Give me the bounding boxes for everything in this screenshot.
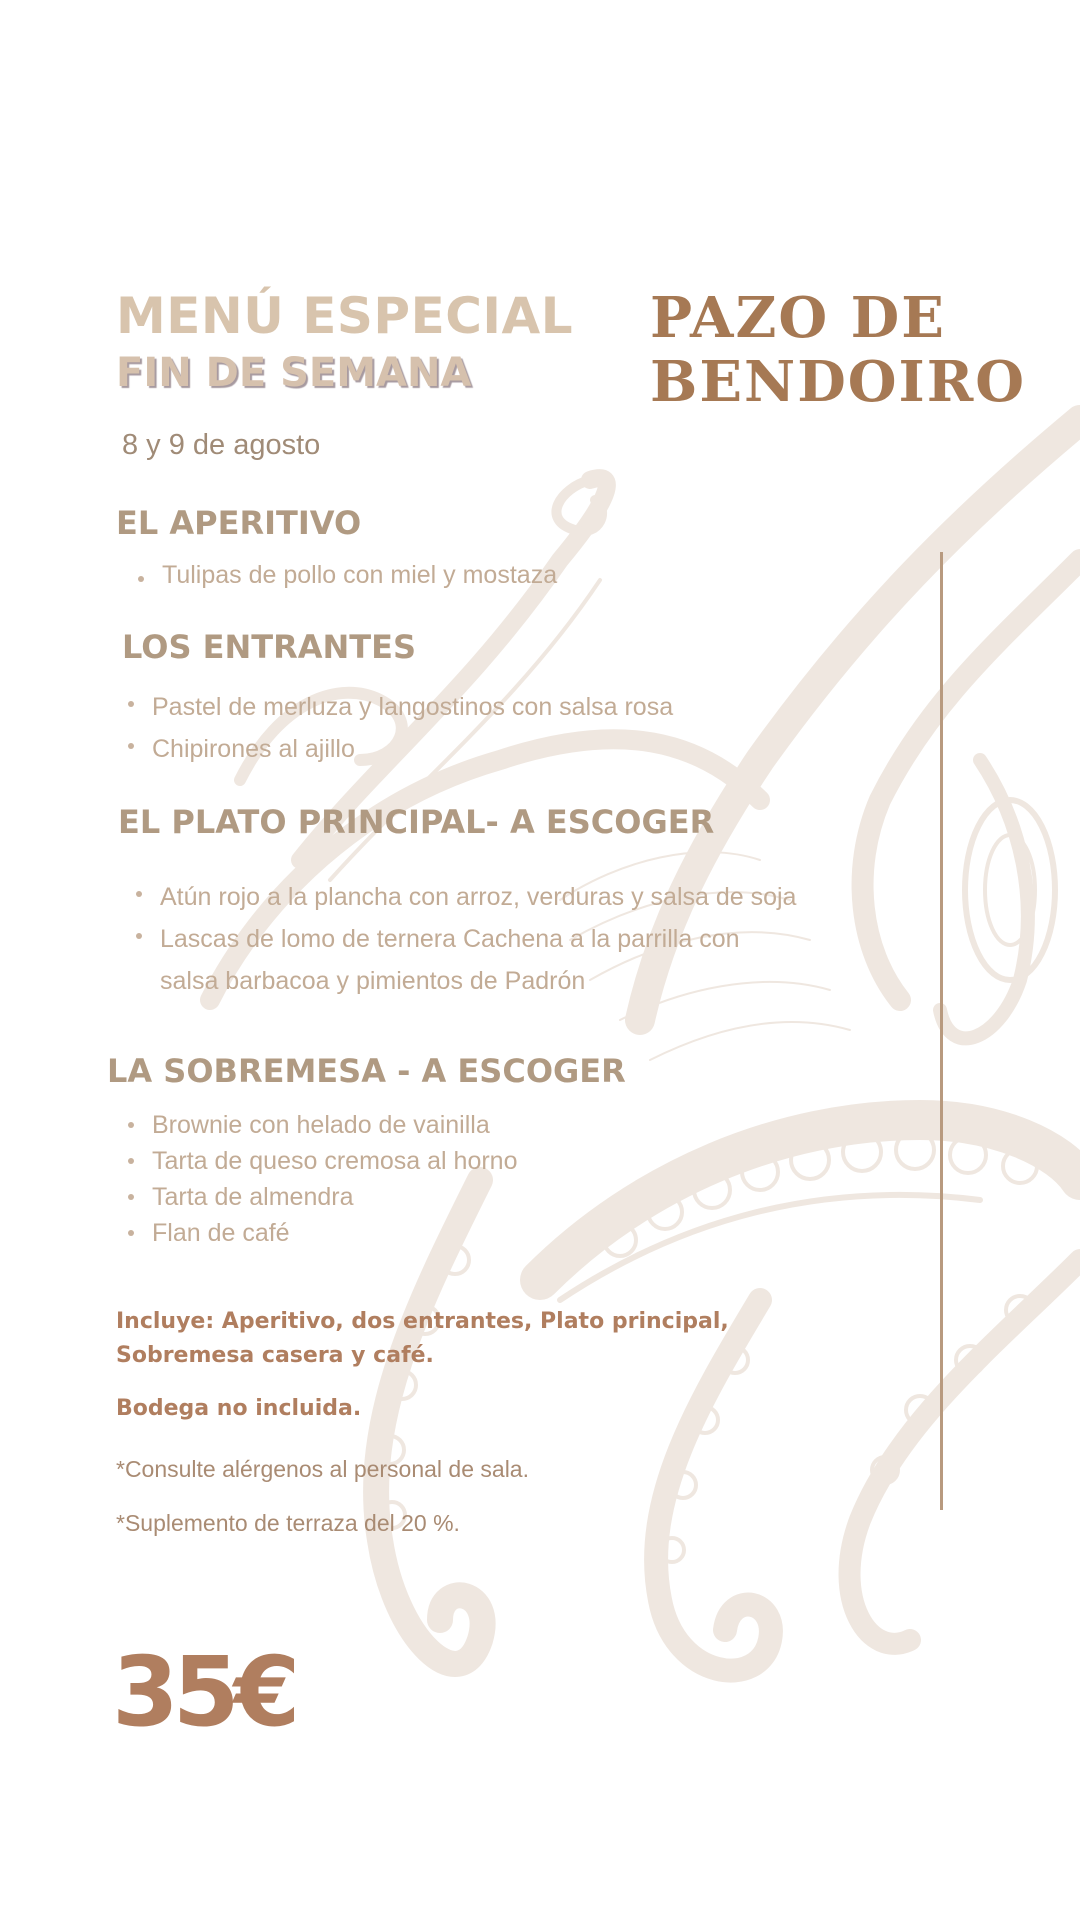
list-item: Tarta de almendra <box>122 1179 518 1215</box>
list-entrantes <box>122 686 673 770</box>
list-sobremesa <box>122 1107 518 1251</box>
list-principal <box>130 876 796 1002</box>
allergens-note: *Consulte alérgenos al personal de sala. <box>116 1456 529 1482</box>
restaurant-logo <box>650 285 1027 422</box>
list-item: Tarta de queso cremosa al horno <box>122 1143 518 1179</box>
menu-subtitle: FIN DE SEMANA <box>116 350 472 396</box>
includes-line-1: Incluye: Aperitivo, dos entrantes, Plato principal, <box>116 1309 729 1334</box>
menu-date: 8 y 9 de agosto <box>122 429 321 461</box>
list-item: Pastel de merluza y langostinos con salsa rosa <box>122 686 673 728</box>
includes-note <box>116 1305 729 1373</box>
logo-line-2: BENDOIRO <box>650 349 1027 415</box>
section-title-sobremesa: LA SOBREMESA - A ESCOGER <box>107 1052 626 1090</box>
wine-note: Bodega no incluida. <box>116 1396 362 1421</box>
list-item: Flan de café <box>122 1215 518 1251</box>
menu-title: MENÚ ESPECIAL <box>116 287 574 345</box>
menu-price: 35€ <box>112 1636 295 1748</box>
section-title-principal: EL PLATO PRINCIPAL- A ESCOGER <box>118 803 715 841</box>
list-item: Chipirones al ajillo <box>122 728 673 770</box>
vertical-divider <box>940 552 943 1510</box>
list-item: Lascas de lomo de ternera Cachena a la parrilla con <box>130 918 796 960</box>
includes-line-2: Sobremesa casera y café. <box>116 1343 434 1368</box>
list-item: Brownie con helado de vainilla <box>122 1107 518 1143</box>
logo-line-1: PAZO DE <box>650 285 946 351</box>
section-title-entrantes: LOS ENTRANTES <box>122 628 417 666</box>
section-title-aperitivo: EL APERITIVO <box>116 504 362 542</box>
terrace-supplement-note: *Suplemento de terraza del 20 %. <box>116 1510 460 1536</box>
list-item: Tulipas de pollo con miel y mostaza <box>132 561 557 590</box>
list-aperitivo <box>132 561 557 590</box>
list-item: Atún rojo a la plancha con arroz, verduras y salsa de soja <box>130 876 796 918</box>
list-item-continuation: salsa barbacoa y pimientos de Padrón <box>160 967 586 995</box>
